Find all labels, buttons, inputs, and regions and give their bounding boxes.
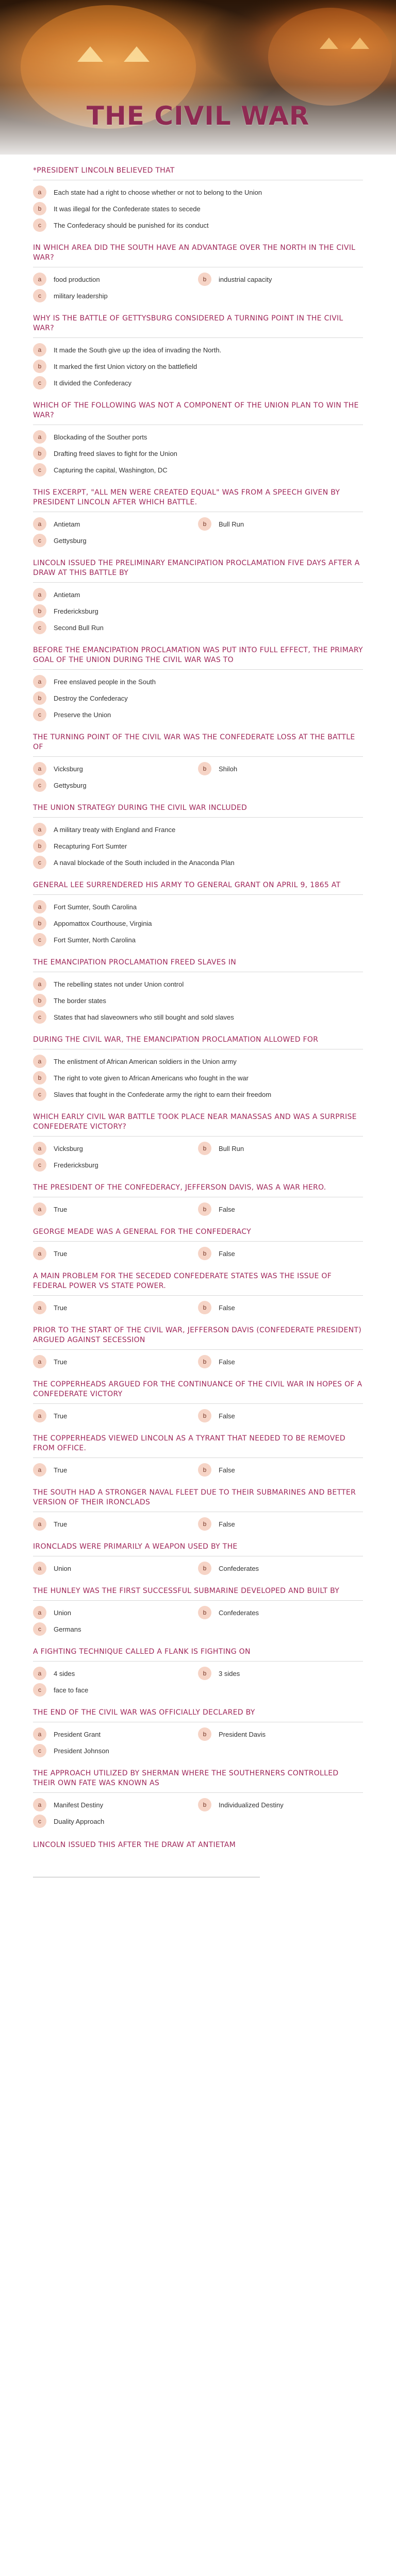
answer-options (33, 1607, 363, 1636)
question-text: THE END OF THE CIVIL WAR WAS OFFICIALLY DECLARED BY (33, 1708, 363, 1722)
answer-option-a[interactable] (33, 978, 363, 991)
question-2 (33, 232, 363, 302)
option-label: It marked the first Union victory on the battlefield (54, 363, 197, 370)
answer-option-b[interactable] (198, 1464, 363, 1477)
question-15 (33, 1216, 363, 1260)
question-20 (33, 1477, 363, 1531)
option-letter-badge[interactable]: a (33, 185, 46, 199)
question-1 (33, 155, 363, 232)
option-label: Vicksburg (54, 765, 83, 773)
answer-option-a[interactable] (33, 1668, 198, 1680)
option-label: Drafting freed slaves to fight for the Union (54, 450, 177, 457)
question-text: THE COPPERHEADS ARGUED FOR THE CONTINUANCE OF THE CIVIL WAR IN HOPES OF A CONFEDERATE VICTORY (33, 1380, 363, 1404)
option-letter-badge[interactable]: a (33, 343, 46, 357)
option-letter-badge[interactable]: b (33, 994, 46, 1007)
option-letter-badge[interactable]: c (33, 933, 46, 946)
answer-options (33, 1410, 363, 1422)
question-23 (33, 1636, 363, 1697)
option-letter-badge[interactable]: b (33, 360, 46, 373)
option-label: A military treaty with England and France (54, 826, 176, 834)
question-text: GEORGE MEADE WAS A GENERAL FOR THE CONFEDERACY (33, 1227, 363, 1242)
option-label: Vicksburg (54, 1145, 83, 1153)
option-label: industrial capacity (219, 276, 272, 283)
option-letter-badge[interactable]: a (33, 1517, 46, 1531)
answer-option-c[interactable] (33, 377, 363, 389)
option-letter-badge[interactable]: c (33, 376, 46, 389)
answer-options (33, 824, 363, 869)
option-label: President Johnson (54, 1747, 109, 1755)
option-label: True (54, 1358, 68, 1366)
answer-option-a[interactable] (33, 187, 363, 199)
option-letter-badge[interactable]: b (198, 1202, 211, 1216)
option-label: The Confederacy should be punished for its conduct (54, 222, 209, 229)
answer-options (33, 676, 363, 721)
option-letter-badge[interactable]: a (33, 1355, 46, 1368)
option-letter-badge[interactable]: b (33, 604, 46, 618)
option-letter-badge[interactable]: a (33, 1606, 46, 1619)
answer-option-b[interactable] (198, 1356, 363, 1368)
answer-options (33, 1563, 363, 1575)
option-label: Fort Sumter, South Carolina (54, 903, 137, 911)
option-letter-badge[interactable]: a (33, 1055, 46, 1068)
question-text: THE SOUTH HAD A STRONGER NAVAL FLEET DUE TO THEIR SUBMARINES AND BETTER VERSION OF THEIR IRONCLADS (33, 1488, 363, 1512)
answer-option-c[interactable] (33, 1623, 198, 1636)
question-25 (33, 1757, 363, 1828)
answer-option-c[interactable] (33, 464, 363, 477)
question-text: LINCOLN ISSUED THE PRELIMINARY EMANCIPATION PROCLAMATION FIVE DAYS AFTER A DRAW AT THIS BATTLE BY (33, 558, 363, 583)
option-letter-badge[interactable]: b (33, 917, 46, 930)
option-label: It made the South give up the idea of invading the North. (54, 346, 222, 354)
answer-options (33, 431, 363, 477)
option-letter-badge[interactable]: b (33, 839, 46, 853)
answer-options (33, 1302, 363, 1314)
answer-option-a[interactable] (33, 1518, 198, 1531)
answer-option-a[interactable] (33, 518, 198, 531)
answer-option-a[interactable] (33, 431, 363, 444)
answer-options (33, 1143, 363, 1172)
answer-option-b[interactable] (33, 361, 363, 373)
option-letter-badge[interactable]: b (198, 1355, 211, 1368)
question-16 (33, 1260, 363, 1314)
question-9 (33, 792, 363, 869)
answer-options (33, 1204, 363, 1216)
option-letter-badge[interactable]: b (33, 202, 46, 215)
option-letter-badge[interactable]: b (198, 1517, 211, 1531)
question-14 (33, 1172, 363, 1216)
option-letter-badge[interactable]: a (33, 675, 46, 688)
answer-option-b[interactable] (198, 1607, 363, 1619)
option-letter-badge[interactable]: a (33, 517, 46, 531)
option-label: Destroy the Confederacy (54, 694, 128, 702)
question-text: BEFORE THE EMANCIPATION PROCLAMATION WAS PUT INTO FULL EFFECT, THE PRIMARY GOAL OF THE UNION DURING THE CIVIL WAR WAS TO (33, 646, 363, 670)
answer-option-a[interactable] (33, 1410, 198, 1422)
option-label: The border states (54, 997, 106, 1005)
option-letter-badge[interactable]: b (33, 1071, 46, 1084)
option-label: 4 sides (54, 1670, 75, 1677)
answer-option-b[interactable] (198, 1799, 363, 1811)
option-letter-badge[interactable]: a (33, 430, 46, 444)
option-label: Second Bull Run (54, 624, 104, 632)
option-letter-badge[interactable]: b (33, 447, 46, 460)
question-13 (33, 1101, 363, 1172)
option-letter-badge[interactable]: a (33, 1562, 46, 1575)
option-label: Germans (54, 1625, 81, 1633)
option-label: Confederates (219, 1609, 259, 1617)
question-text: THE TURNING POINT OF THE CIVIL WAR WAS THE CONFEDERATE LOSS AT THE BATTLE OF (33, 733, 363, 757)
question-text: THE EMANCIPATION PROCLAMATION FREED SLAVES IN (33, 958, 363, 972)
question-text: THIS EXCERPT, "ALL MEN WERE CREATED EQUAL" WAS FROM A SPEECH GIVEN BY PRESIDENT LINCOLN AFTER WHICH BATTLE. (33, 488, 363, 512)
option-label: False (219, 1206, 235, 1213)
question-text: GENERAL LEE SURRENDERED HIS ARMY TO GENERAL GRANT ON APRIL 9, 1865 AT (33, 880, 363, 895)
answer-options (33, 1799, 363, 1828)
answer-option-c[interactable] (33, 622, 363, 634)
answer-option-a[interactable] (33, 1248, 198, 1260)
question-8 (33, 721, 363, 792)
option-label: Recapturing Fort Sumter (54, 842, 127, 850)
option-letter-badge[interactable]: a (33, 1409, 46, 1422)
option-label: Fredericksburg (54, 1161, 98, 1169)
answer-option-c[interactable] (33, 709, 363, 721)
answer-option-a[interactable] (33, 763, 198, 775)
answer-options (33, 1518, 363, 1531)
option-label: True (54, 1206, 68, 1213)
option-letter-badge[interactable]: b (198, 1606, 211, 1619)
option-label: Each state had a right to choose whether or not to belong to the Union (54, 189, 262, 196)
question-22 (33, 1575, 363, 1636)
answer-option-c[interactable] (33, 779, 198, 792)
answer-option-b[interactable] (33, 1072, 363, 1084)
option-letter-badge[interactable]: b (198, 1667, 211, 1680)
answer-option-b[interactable] (33, 995, 363, 1007)
answer-option-a[interactable] (33, 1799, 198, 1811)
answer-option-b[interactable] (33, 448, 363, 460)
option-label: 3 sides (219, 1670, 240, 1677)
answer-option-c[interactable] (33, 1816, 198, 1828)
option-letter-badge[interactable]: c (33, 1088, 46, 1101)
option-label: Blockading of the Souther ports (54, 433, 147, 441)
answer-option-b[interactable] (33, 692, 363, 705)
option-label: False (219, 1466, 235, 1474)
option-letter-badge[interactable]: c (33, 1010, 46, 1024)
question-text: DURING THE CIVIL WAR, THE EMANCIPATION PROCLAMATION ALLOWED FOR (33, 1035, 363, 1049)
option-label: False (219, 1358, 235, 1366)
pumpkin-background-image (0, 0, 396, 155)
question-10 (33, 869, 363, 946)
answer-options (33, 518, 363, 547)
answer-options (33, 187, 363, 232)
answer-option-a[interactable] (33, 1302, 198, 1314)
answer-options (33, 1728, 363, 1757)
question-4 (33, 389, 363, 477)
answer-options (33, 1464, 363, 1477)
answer-option-b[interactable] (198, 1518, 363, 1531)
option-letter-badge[interactable]: b (198, 273, 211, 286)
option-label: True (54, 1304, 68, 1312)
option-label: False (219, 1304, 235, 1312)
option-label: President Davis (219, 1731, 266, 1738)
option-letter-badge[interactable]: b (198, 1727, 211, 1741)
answer-option-c[interactable] (33, 290, 198, 302)
answer-option-b[interactable] (198, 1248, 363, 1260)
question-text: WHICH OF THE FOLLOWING WAS NOT A COMPONENT OF THE UNION PLAN TO WIN THE WAR? (33, 401, 363, 425)
option-letter-badge[interactable]: c (33, 1683, 46, 1697)
answer-option-b[interactable] (33, 840, 363, 853)
option-label: True (54, 1412, 68, 1420)
answer-options (33, 274, 363, 302)
option-letter-badge[interactable]: a (33, 1667, 46, 1680)
answer-option-a[interactable] (33, 1204, 198, 1216)
answer-options (33, 344, 363, 389)
option-label: Appomattox Courthouse, Virginia (54, 920, 152, 927)
option-letter-badge[interactable]: c (33, 463, 46, 477)
answer-option-a[interactable] (33, 1563, 198, 1575)
option-letter-badge[interactable]: a (33, 977, 46, 991)
question-text: *PRESIDENT LINCOLN BELIEVED THAT (33, 166, 363, 180)
option-letter-badge[interactable]: b (198, 1562, 211, 1575)
option-label: Free enslaved people in the South (54, 678, 156, 686)
option-label: Union (54, 1609, 71, 1617)
option-label: The enlistment of African American soldiers in the Union army (54, 1058, 237, 1065)
question-text: THE APPROACH UTILIZED BY SHERMAN WHERE THE SOUTHERNERS CONTROLLED THEIR OWN FATE WAS KNOWN AS (33, 1769, 363, 1793)
answer-options (33, 1248, 363, 1260)
option-label: True (54, 1520, 68, 1528)
answer-option-c[interactable] (33, 1089, 363, 1101)
answer-option-c[interactable] (33, 1159, 198, 1172)
option-letter-badge[interactable]: c (33, 778, 46, 792)
question-text: A FIGHTING TECHNIQUE CALLED A FLANK IS FIGHTING ON (33, 1647, 363, 1662)
answer-option-a[interactable] (33, 1356, 198, 1368)
answer-option-b[interactable] (198, 1728, 363, 1741)
answer-option-a[interactable] (33, 589, 363, 601)
question-21 (33, 1531, 363, 1575)
answer-option-c[interactable] (33, 1011, 363, 1024)
option-letter-badge[interactable]: b (198, 1142, 211, 1155)
option-letter-badge[interactable]: a (33, 762, 46, 775)
answer-option-a[interactable] (33, 1464, 198, 1477)
option-label: Antietam (54, 591, 80, 599)
option-letter-badge[interactable]: b (198, 1798, 211, 1811)
page-title: THE CIVIL WAR (86, 101, 310, 131)
option-letter-badge[interactable]: a (33, 900, 46, 913)
answer-options (33, 1056, 363, 1101)
option-letter-badge[interactable]: a (33, 1798, 46, 1811)
option-letter-badge[interactable]: b (33, 691, 46, 705)
option-label: False (219, 1520, 235, 1528)
question-text: WHY IS THE BATTLE OF GETTYSBURG CONSIDERED A TURNING POINT IN THE CIVIL WAR? (33, 314, 363, 338)
answer-option-b[interactable] (33, 918, 363, 930)
question-7 (33, 634, 363, 721)
hero-banner (0, 0, 396, 155)
answer-option-a[interactable] (33, 824, 363, 836)
option-label: Fort Sumter, North Carolina (54, 936, 136, 944)
option-letter-badge[interactable]: c (33, 856, 46, 869)
question-text: IN WHICH AREA DID THE SOUTH HAVE AN ADVANTAGE OVER THE NORTH IN THE CIVIL WAR? (33, 243, 363, 267)
option-letter-badge[interactable]: c (33, 218, 46, 232)
answer-option-b[interactable] (198, 1563, 363, 1575)
question-19 (33, 1422, 363, 1477)
option-letter-badge[interactable]: b (198, 1463, 211, 1477)
question-5 (33, 477, 363, 547)
option-letter-badge[interactable]: a (33, 273, 46, 286)
option-label: President Grant (54, 1731, 101, 1738)
option-label: False (219, 1412, 235, 1420)
option-letter-badge[interactable]: a (33, 588, 46, 601)
answer-options (33, 978, 363, 1024)
answer-option-b[interactable] (198, 1204, 363, 1216)
option-label: Capturing the capital, Washington, DC (54, 466, 168, 474)
option-label: military leadership (54, 292, 108, 300)
question-text: IRONCLADS WERE PRIMARILY A WEAPON USED BY THE (33, 1542, 363, 1556)
answer-option-a[interactable] (33, 1056, 363, 1068)
option-letter-badge[interactable]: a (33, 1142, 46, 1155)
question-list (0, 155, 396, 1923)
option-letter-badge[interactable]: a (33, 823, 46, 836)
answer-option-c[interactable] (33, 1684, 198, 1697)
option-label: Bull Run (219, 520, 244, 528)
option-label: False (219, 1250, 235, 1258)
answer-option-b[interactable] (198, 763, 363, 775)
option-label: Slaves that fought in the Confederate army the right to earn their freedom (54, 1091, 272, 1098)
answer-options (33, 763, 363, 792)
question-text: THE COPPERHEADS VIEWED LINCOLN AS A TYRANT THAT NEEDED TO BE REMOVED FROM OFFICE. (33, 1434, 363, 1458)
option-label: The right to vote given to African Americans who fought in the war (54, 1074, 249, 1082)
option-letter-badge[interactable]: c (33, 621, 46, 634)
option-label: Gettysburg (54, 537, 87, 545)
answer-options (33, 1356, 363, 1368)
option-label: face to face (54, 1686, 89, 1694)
answer-options (33, 1668, 363, 1697)
option-letter-badge[interactable]: b (198, 1409, 211, 1422)
option-label: Confederates (219, 1565, 259, 1572)
option-label: food production (54, 276, 100, 283)
question-17 (33, 1314, 363, 1368)
option-label: The rebelling states not under Union control (54, 980, 184, 988)
answer-options (33, 589, 363, 634)
question-text: THE UNION STRATEGY DURING THE CIVIL WAR INCLUDED (33, 803, 363, 818)
option-label: Union (54, 1565, 71, 1572)
question-12 (33, 1024, 363, 1101)
answer-option-c[interactable] (33, 934, 363, 946)
answer-option-b[interactable] (198, 1410, 363, 1422)
option-letter-badge[interactable]: c (33, 1622, 46, 1636)
option-label: Antietam (54, 520, 80, 528)
option-letter-badge[interactable]: a (33, 1202, 46, 1216)
answer-option-c[interactable] (33, 219, 363, 232)
answer-option-a[interactable] (33, 344, 363, 357)
answer-option-b[interactable] (198, 1668, 363, 1680)
question-3 (33, 302, 363, 389)
option-letter-badge[interactable]: a (33, 1727, 46, 1741)
answer-option-b[interactable] (33, 203, 363, 215)
option-label: A naval blockade of the South included in the Anaconda Plan (54, 859, 235, 867)
option-label: It divided the Confederacy (54, 379, 132, 387)
option-letter-badge[interactable]: c (33, 1815, 46, 1828)
option-letter-badge[interactable]: b (198, 1247, 211, 1260)
option-letter-badge[interactable]: b (198, 517, 211, 531)
answer-option-b[interactable] (198, 274, 363, 286)
question-text: THE HUNLEY WAS THE FIRST SUCCESSFUL SUBMARINE DEVELOPED AND BUILT BY (33, 1586, 363, 1601)
answer-option-c[interactable] (33, 1745, 198, 1757)
answer-option-b[interactable] (198, 1302, 363, 1314)
answer-option-a[interactable] (33, 1728, 198, 1741)
option-letter-badge[interactable]: c (33, 1158, 46, 1172)
question-final (33, 1828, 363, 1923)
question-text: LINCOLN ISSUED THIS AFTER THE DRAW AT ANTIETAM (33, 1841, 236, 1849)
option-label: Duality Approach (54, 1818, 105, 1825)
option-label: Manifest Destiny (54, 1801, 104, 1809)
answer-option-b[interactable] (198, 1143, 363, 1155)
option-letter-badge[interactable]: c (33, 708, 46, 721)
answer-option-c[interactable] (33, 535, 198, 547)
option-letter-badge[interactable]: a (33, 1301, 46, 1314)
question-text: THE PRESIDENT OF THE CONFEDERACY, JEFFERSON DAVIS, WAS A WAR HERO. (33, 1183, 363, 1197)
option-letter-badge[interactable]: c (33, 289, 46, 302)
answer-option-a[interactable] (33, 676, 363, 688)
question-text: A MAIN PROBLEM FOR THE SECEDED CONFEDERATE STATES WAS THE ISSUE OF FEDERAL POWER VS STATE POWER. (33, 1272, 363, 1296)
answer-option-b[interactable] (33, 605, 363, 618)
option-letter-badge[interactable]: c (33, 534, 46, 547)
option-label: Individualized Destiny (219, 1801, 284, 1809)
answer-option-a[interactable] (33, 1143, 198, 1155)
option-label: Bull Run (219, 1145, 244, 1153)
option-label: It was illegal for the Confederate states to secede (54, 205, 201, 213)
question-text: WHICH EARLY CIVIL WAR BATTLE TOOK PLACE NEAR MANASSAS AND WAS A SURPRISE CONFEDERATE VICTORY? (33, 1112, 363, 1137)
answer-option-a[interactable] (33, 901, 363, 913)
answer-option-a[interactable] (33, 274, 198, 286)
option-label: States that had slaveowners who still bought and sold slaves (54, 1013, 234, 1021)
answer-option-c[interactable] (33, 857, 363, 869)
option-label: Shiloh (219, 765, 238, 773)
answer-option-a[interactable] (33, 1607, 198, 1619)
option-label: Preserve the Union (54, 711, 111, 719)
option-label: True (54, 1250, 68, 1258)
option-letter-badge[interactable]: b (198, 762, 211, 775)
answer-option-b[interactable] (198, 518, 363, 531)
option-letter-badge[interactable]: c (33, 1744, 46, 1757)
question-text: PRIOR TO THE START OF THE CIVIL WAR, JEFFERSON DAVIS (CONFEDERATE PRESIDENT) ARGUED AGAINST SECESSION (33, 1326, 363, 1350)
option-letter-badge[interactable]: a (33, 1463, 46, 1477)
option-letter-badge[interactable]: a (33, 1247, 46, 1260)
option-label: Fredericksburg (54, 607, 98, 615)
option-letter-badge[interactable]: b (198, 1301, 211, 1314)
question-24 (33, 1697, 363, 1757)
question-18 (33, 1368, 363, 1422)
answer-options (33, 901, 363, 946)
question-6 (33, 547, 363, 634)
option-label: Gettysburg (54, 782, 87, 789)
question-11 (33, 946, 363, 1024)
option-label: True (54, 1466, 68, 1474)
